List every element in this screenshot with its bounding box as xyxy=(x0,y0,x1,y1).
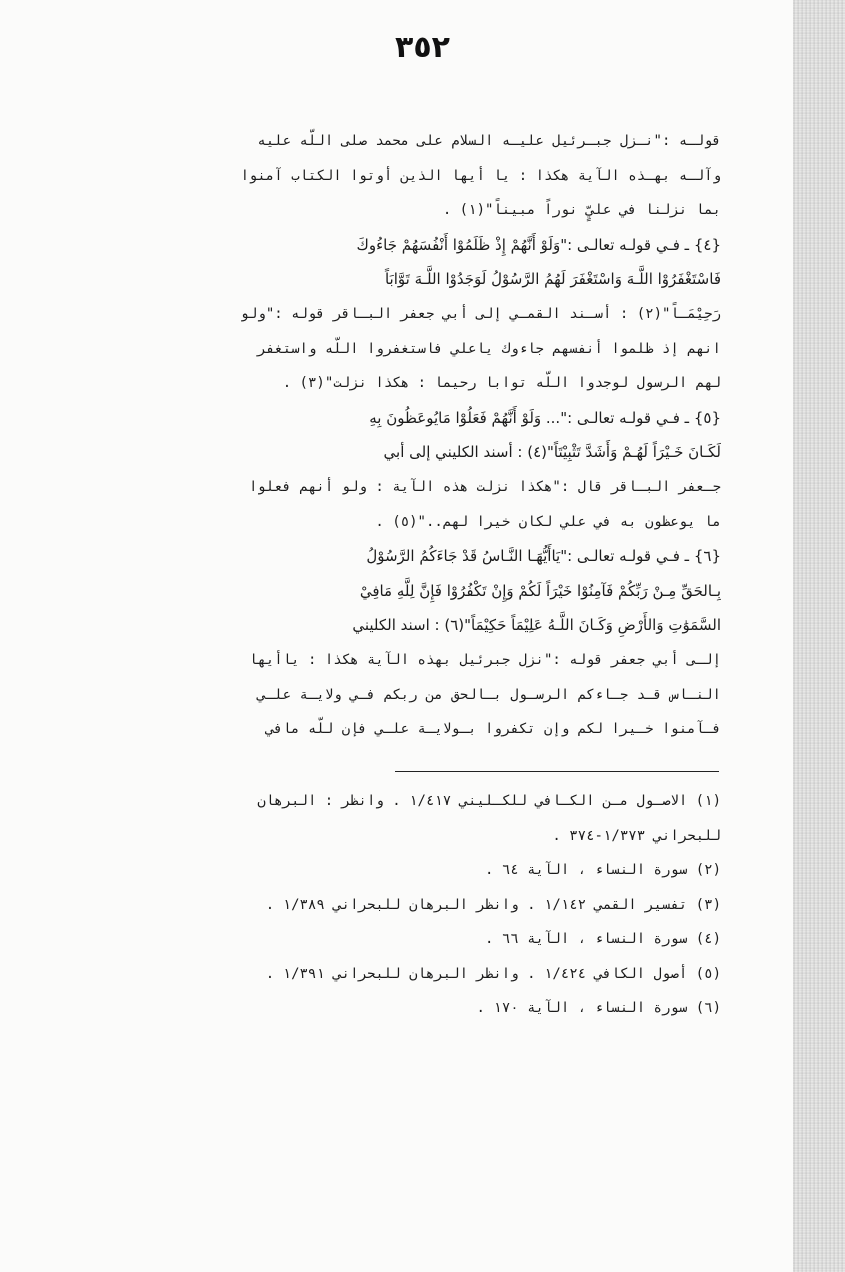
body-line: {٤} ـ فـي قولـه تعالـى :"وَلَوْ أَنَّهُمْ إِذْ ظَلَمُوْا أَنْفُسَهُمْ جَاءُوكَ xyxy=(356,235,721,254)
body-line: ما يوعظون به في علي لكان خيرا لهم.."(٥) . xyxy=(375,513,721,530)
body-text xyxy=(146,124,721,747)
body-line: قولـه :"نـزل جبـرئيل عليـه السلام على محمد صلى اللّه عليه xyxy=(257,133,721,149)
footnote-line: للبحراني ١/٣٧٣-٣٧٤ . xyxy=(552,827,721,844)
page-number: ٣٥٢ xyxy=(395,30,450,65)
body-line: رَحِيْمَـاً"(٢) : أسـند القمـي إلى أبي جعفر البـاقر قوله :"ولو xyxy=(240,305,721,322)
body-line: فَاسْتَغْفَرُوْا اللَّـهَ وَاسْتَغْفَرَ لَهُمُ الرَّسُوْلُ لَوَجَدُوْا اللَّـهَ تَوَّابَاً xyxy=(384,270,721,289)
body-line: بِـالحَقِّ مِـنْ رَبِّكُمْ فَآمِنُوْا خَيْرَاً لَكُمْ وَإِنْ تَكْفُرُوْا فَإِنَّ لِلَّهِ مَافِيْ xyxy=(359,581,721,600)
body-line: بما نزلنا في عليٍّ نوراً مبيناً"(١) . xyxy=(442,202,721,219)
body-line: النـاس قـد جـاءكم الرسـول بـالحق من ربكم فـي ولايـة علـي xyxy=(257,686,721,703)
body-line: {٥} ـ فـي قولـه تعالـى :"... وَلَوْ أَنَّهُمْ فَعَلُوْا مَايُوعَظُونَ بِهِ xyxy=(369,408,721,427)
body-line: وآلـه بهـذه الآية هكذا : يا أيها الذين أوتوا الكتاب آمنوا xyxy=(240,167,721,184)
body-line: جـعفر البـاقر قال :"هكذا نزلت هذه الآية : ولو أنهم فعلوا xyxy=(248,478,721,495)
footnote-line: (٤) سورة النساء ، الآية ٦٦ . xyxy=(484,931,721,947)
body-line: فـآمنوا خـيرا لكم وإن تكفروا بـولايـة علـي فإن للّه مافي xyxy=(265,721,721,738)
footnote-line: (٢) سورة النساء ، الآية ٦٤ . xyxy=(484,862,721,878)
footnote-line: (١) الاصـول مـن الكـافي للكـليني ١/٤١٧ . وانظر : البرهان xyxy=(257,793,721,809)
footnote-line: (٥) أصول الكافي ١/٤٢٤ . وانظر البرهان للبحراني ١/٣٩١ . xyxy=(265,965,721,982)
body-line: إلـى أبي جعفر قوله :"نزل جبرئيل بهذه الآية هكذا : ياأيها xyxy=(248,651,721,668)
footnote-separator xyxy=(395,771,719,772)
body-line: لهم الرسول لوجدوا اللّه توابا رحيما : هكذا نزلت"(٣) . xyxy=(282,375,721,392)
footnote-line: (٣) تفسير القمي ١/١٤٢ . وانظر البرهان للبحراني ١/٣٨٩ . xyxy=(265,896,721,913)
body-line: السَّمَوَٰتِ وَالأَرْضِ وَكَـانَ اللَّـهُ عَلِيْمَاً حَكِيْمَاً"(٦) : اسند الكليني xyxy=(352,616,721,635)
body-line: انهم إذ ظلموا أنفسهم جاءوك ياعلي فاستغفروا اللّه واستغفر xyxy=(257,340,721,357)
body-line: {٦} ـ فـي قولـه تعالـى :"يَاأَيُّهَـا النَّـاسُ قَدْ جَاءَكُمُ الرَّسُوْلُ xyxy=(366,547,721,566)
footnote-line: (٦) سورة النساء ، الآية ١٧٠ . xyxy=(476,1000,721,1016)
scan-edge-shadow xyxy=(793,0,845,1272)
footnotes xyxy=(146,784,721,1026)
body-line: لَكَـانَ خَـيْرَاً لَهُـمْ وَأَشَدَّ تَثْبِيْتَاً"(٤) : أسند الكليني إلى أبي xyxy=(383,443,721,462)
